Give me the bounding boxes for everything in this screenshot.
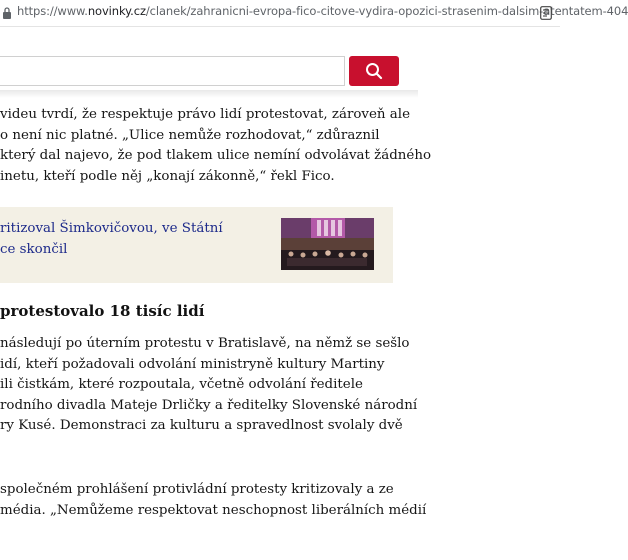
paragraph-line: následují po úterním protestu v Bratislavě, na němž se sešlo bbox=[0, 336, 410, 351]
site-search bbox=[0, 56, 420, 90]
related-title-line: ce skončil bbox=[0, 241, 68, 257]
reader-view-icon[interactable] bbox=[540, 6, 552, 20]
search-icon bbox=[365, 62, 383, 80]
url-path: /clanek/zahranicni-evropa-fico-citove-vydira-opozici-strasenim-dalsim-atentatem-404 bbox=[145, 4, 628, 18]
paragraph-line: o není nic platné. „Ulice nemůže rozhodovat,“ zdůraznil bbox=[0, 127, 380, 143]
related-article-thumbnail[interactable] bbox=[281, 218, 374, 270]
url-prefix: https://www. bbox=[17, 4, 88, 18]
paragraph-line: média. „Nemůžeme respektovat neschopnost liberálních médií bbox=[0, 502, 427, 518]
paragraph-line: videu tvrdí, že respektuje právo lidí protestovat, zároveň ale bbox=[0, 107, 410, 122]
search-button[interactable] bbox=[349, 56, 399, 86]
article-paragraph-body bbox=[0, 334, 418, 437]
paragraph-line: idí, kteří požadovali odvolání ministryně kultury Martiny bbox=[0, 356, 385, 372]
paragraph-line: rodního divadla Mateje Drličky a ředitelky Slovenské národní bbox=[0, 397, 418, 413]
search-input[interactable] bbox=[0, 56, 345, 86]
header-shadow bbox=[0, 90, 418, 98]
paragraph-line: ili čistkám, které rozpoutala, včetně odvolání ředitele bbox=[0, 377, 363, 392]
paragraph-line: inetu, kteří podle něj „konají zákonně,“ řekl Fico. bbox=[0, 168, 335, 184]
url-host: novinky.cz bbox=[87, 4, 146, 18]
related-article-title[interactable] bbox=[0, 219, 260, 260]
related-title-line: ritizoval Šimkovičovou, ve Státní bbox=[0, 221, 223, 236]
article-paragraph-intro bbox=[0, 105, 432, 187]
related-article-card[interactable] bbox=[0, 207, 393, 283]
article-paragraph-final bbox=[0, 480, 427, 521]
section-heading: protestovalo 18 tisíc lidí bbox=[0, 302, 205, 320]
paragraph-line: společném prohlášení protivládní protesty kritizovaly a ze bbox=[0, 482, 394, 497]
paragraph-line: který dal najevo, že pod tlakem ulice nemíní odvolávat žádného bbox=[0, 148, 432, 163]
paragraph-line: ry Kusé. Demonstraci za kulturu a spravedlnost svolaly dvě bbox=[0, 418, 403, 433]
address-bar[interactable] bbox=[0, 0, 628, 27]
url-text[interactable] bbox=[17, 4, 628, 18]
lock-icon[interactable] bbox=[2, 6, 12, 20]
